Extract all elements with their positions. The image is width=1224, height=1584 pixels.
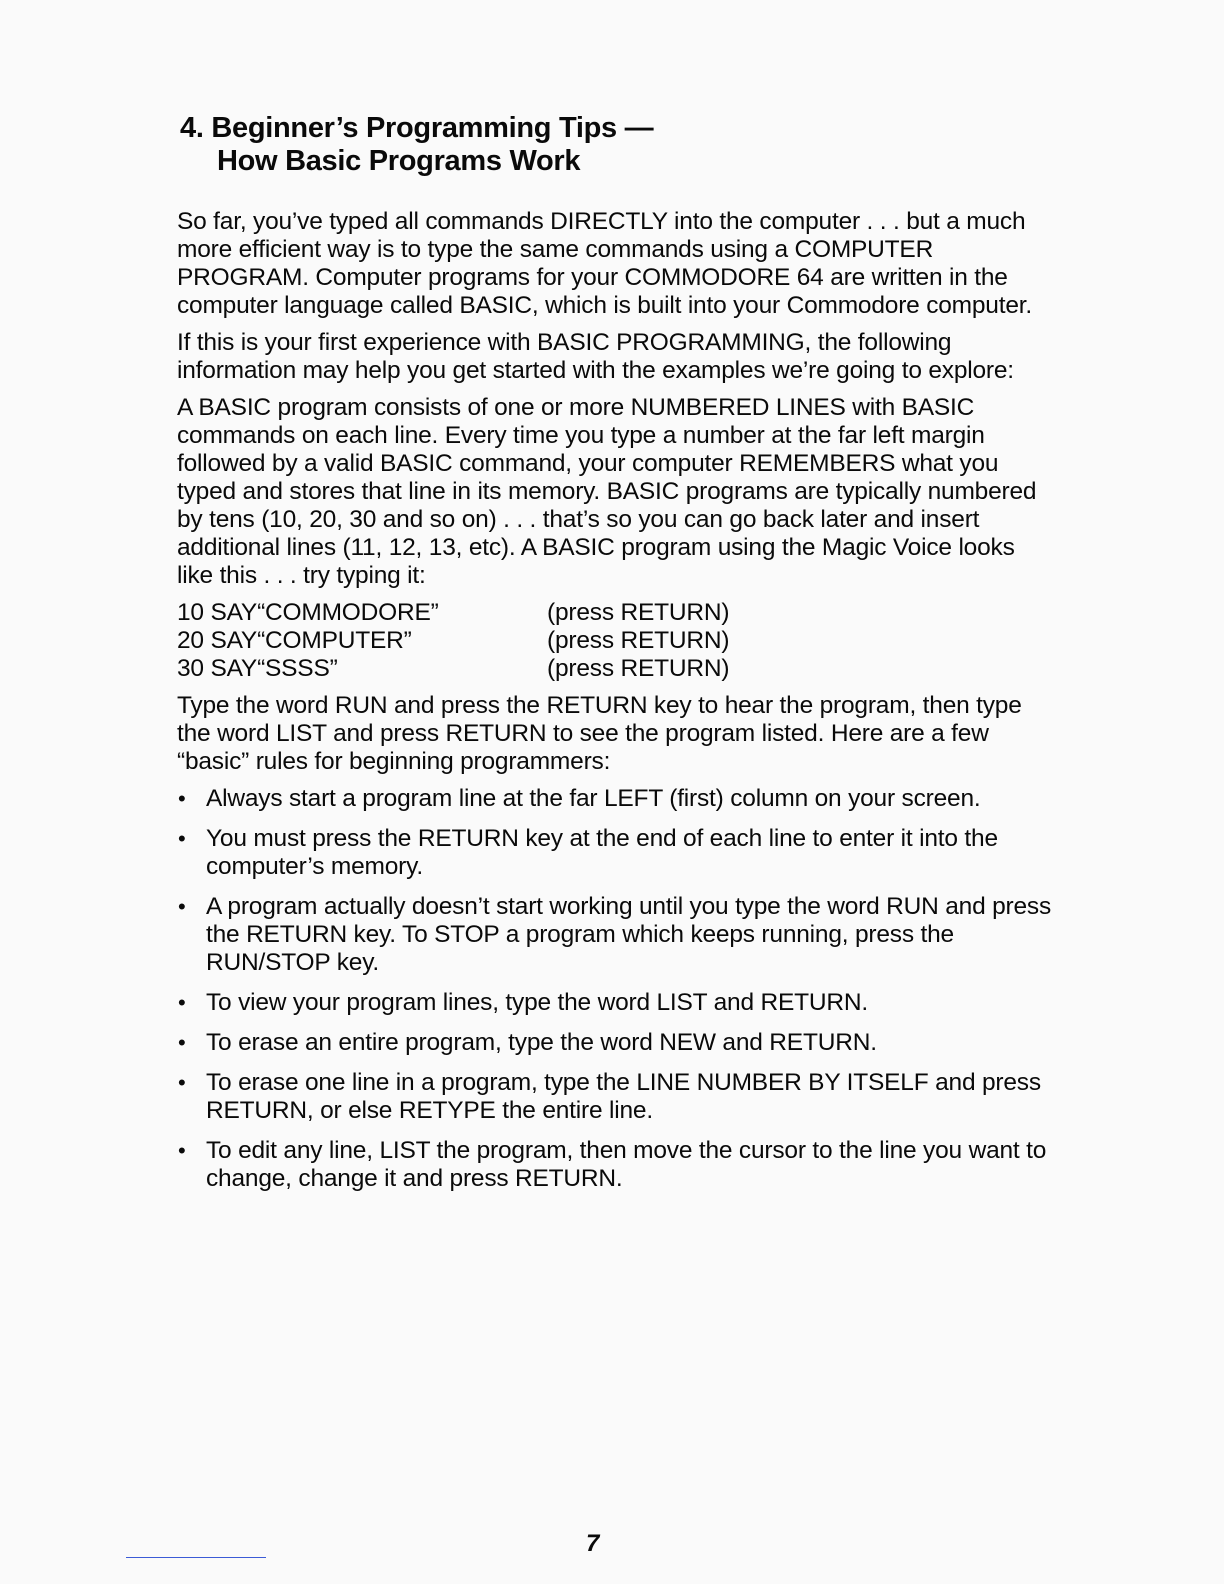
bullet-icon: • bbox=[178, 1070, 186, 1095]
code-line: 30 SAY“SSSS” bbox=[177, 655, 338, 682]
page-number: 7 bbox=[586, 1530, 600, 1557]
bullet-icon: • bbox=[178, 1030, 186, 1055]
code-note: (press RETURN) bbox=[547, 627, 730, 654]
list-item-text: To erase one line in a program, type the LINE NUMBER BY ITSELF and press RETURN, or else RETYPE the entire line. bbox=[206, 1069, 1041, 1124]
code-row bbox=[177, 627, 1057, 655]
code-example bbox=[177, 599, 1057, 683]
list-item bbox=[177, 1029, 1057, 1057]
code-line: 10 SAY“COMMODORE” bbox=[177, 599, 439, 626]
footer-divider bbox=[126, 1557, 266, 1558]
bullet-icon: • bbox=[178, 786, 186, 811]
bullet-icon: • bbox=[178, 990, 186, 1015]
list-item-text: To erase an entire program, type the word NEW and RETURN. bbox=[206, 1029, 877, 1056]
list-item-text: To view your program lines, type the word LIST and RETURN. bbox=[206, 989, 868, 1016]
section-heading bbox=[180, 112, 653, 178]
heading-line-2: How Basic Programs Work bbox=[217, 145, 581, 177]
list-item bbox=[177, 1137, 1057, 1193]
code-line: 20 SAY“COMPUTER” bbox=[177, 627, 412, 654]
paragraph-run-list: Type the word RUN and press the RETURN key to hear the program, then type the word LIST and press RETURN to see the program listed. Here are a few “basic” rules for beginning programmers: bbox=[177, 692, 1022, 775]
list-item bbox=[177, 825, 1057, 881]
code-note: (press RETURN) bbox=[547, 655, 730, 682]
paragraph-intro: So far, you’ve typed all commands DIRECTLY into the computer . . . but a much more efficient way is to type the same commands using a COMPUTER PROGRAM. Computer programs for your COMMODORE 64 are written in the computer language called BASIC, which is built into your Commodore computer. bbox=[177, 208, 1032, 319]
list-item bbox=[177, 785, 1057, 813]
paragraph-first-experience: If this is your first experience with BASIC PROGRAMMING, the following information may help you get started with the examples we’re going to explore: bbox=[177, 329, 1014, 384]
list-item bbox=[177, 893, 1057, 977]
heading-line-1: 4. Beginner’s Programming Tips — bbox=[180, 112, 654, 144]
code-note: (press RETURN) bbox=[547, 599, 730, 626]
bullet-icon: • bbox=[178, 1138, 186, 1163]
list-item-text: A program actually doesn’t start working until you type the word RUN and press the RETURN key. To STOP a program which keeps running, press the RUN/STOP key. bbox=[206, 893, 1052, 976]
rules-list bbox=[177, 785, 1057, 1193]
bullet-icon: • bbox=[178, 826, 186, 851]
body-text bbox=[177, 208, 1057, 1205]
bullet-icon: • bbox=[178, 894, 186, 919]
list-item-text: To edit any line, LIST the program, then move the cursor to the line you want to change, change it and press RETURN. bbox=[206, 1137, 1047, 1192]
code-row bbox=[177, 599, 1057, 627]
list-item-text: Always start a program line at the far LEFT (first) column on your screen. bbox=[206, 785, 981, 812]
code-row bbox=[177, 655, 1057, 683]
list-item-text: You must press the RETURN key at the end of each line to enter it into the computer’s memory. bbox=[206, 825, 998, 880]
list-item bbox=[177, 989, 1057, 1017]
list-item bbox=[177, 1069, 1057, 1125]
paragraph-basic-program: A BASIC program consists of one or more NUMBERED LINES with BASIC commands on each line. Every time you type a number at the far left margin followed by a valid BASIC command, your computer REMEMBERS what you typed and stores that line in its memory. BASIC programs are typically numbered by tens (10, 20, 30 and so on) . . . that’s so you can go back later and insert additional lines (11, 12, 13, etc). A BASIC program using the Magic Voice looks like this . . . try typing it: bbox=[177, 394, 1037, 589]
